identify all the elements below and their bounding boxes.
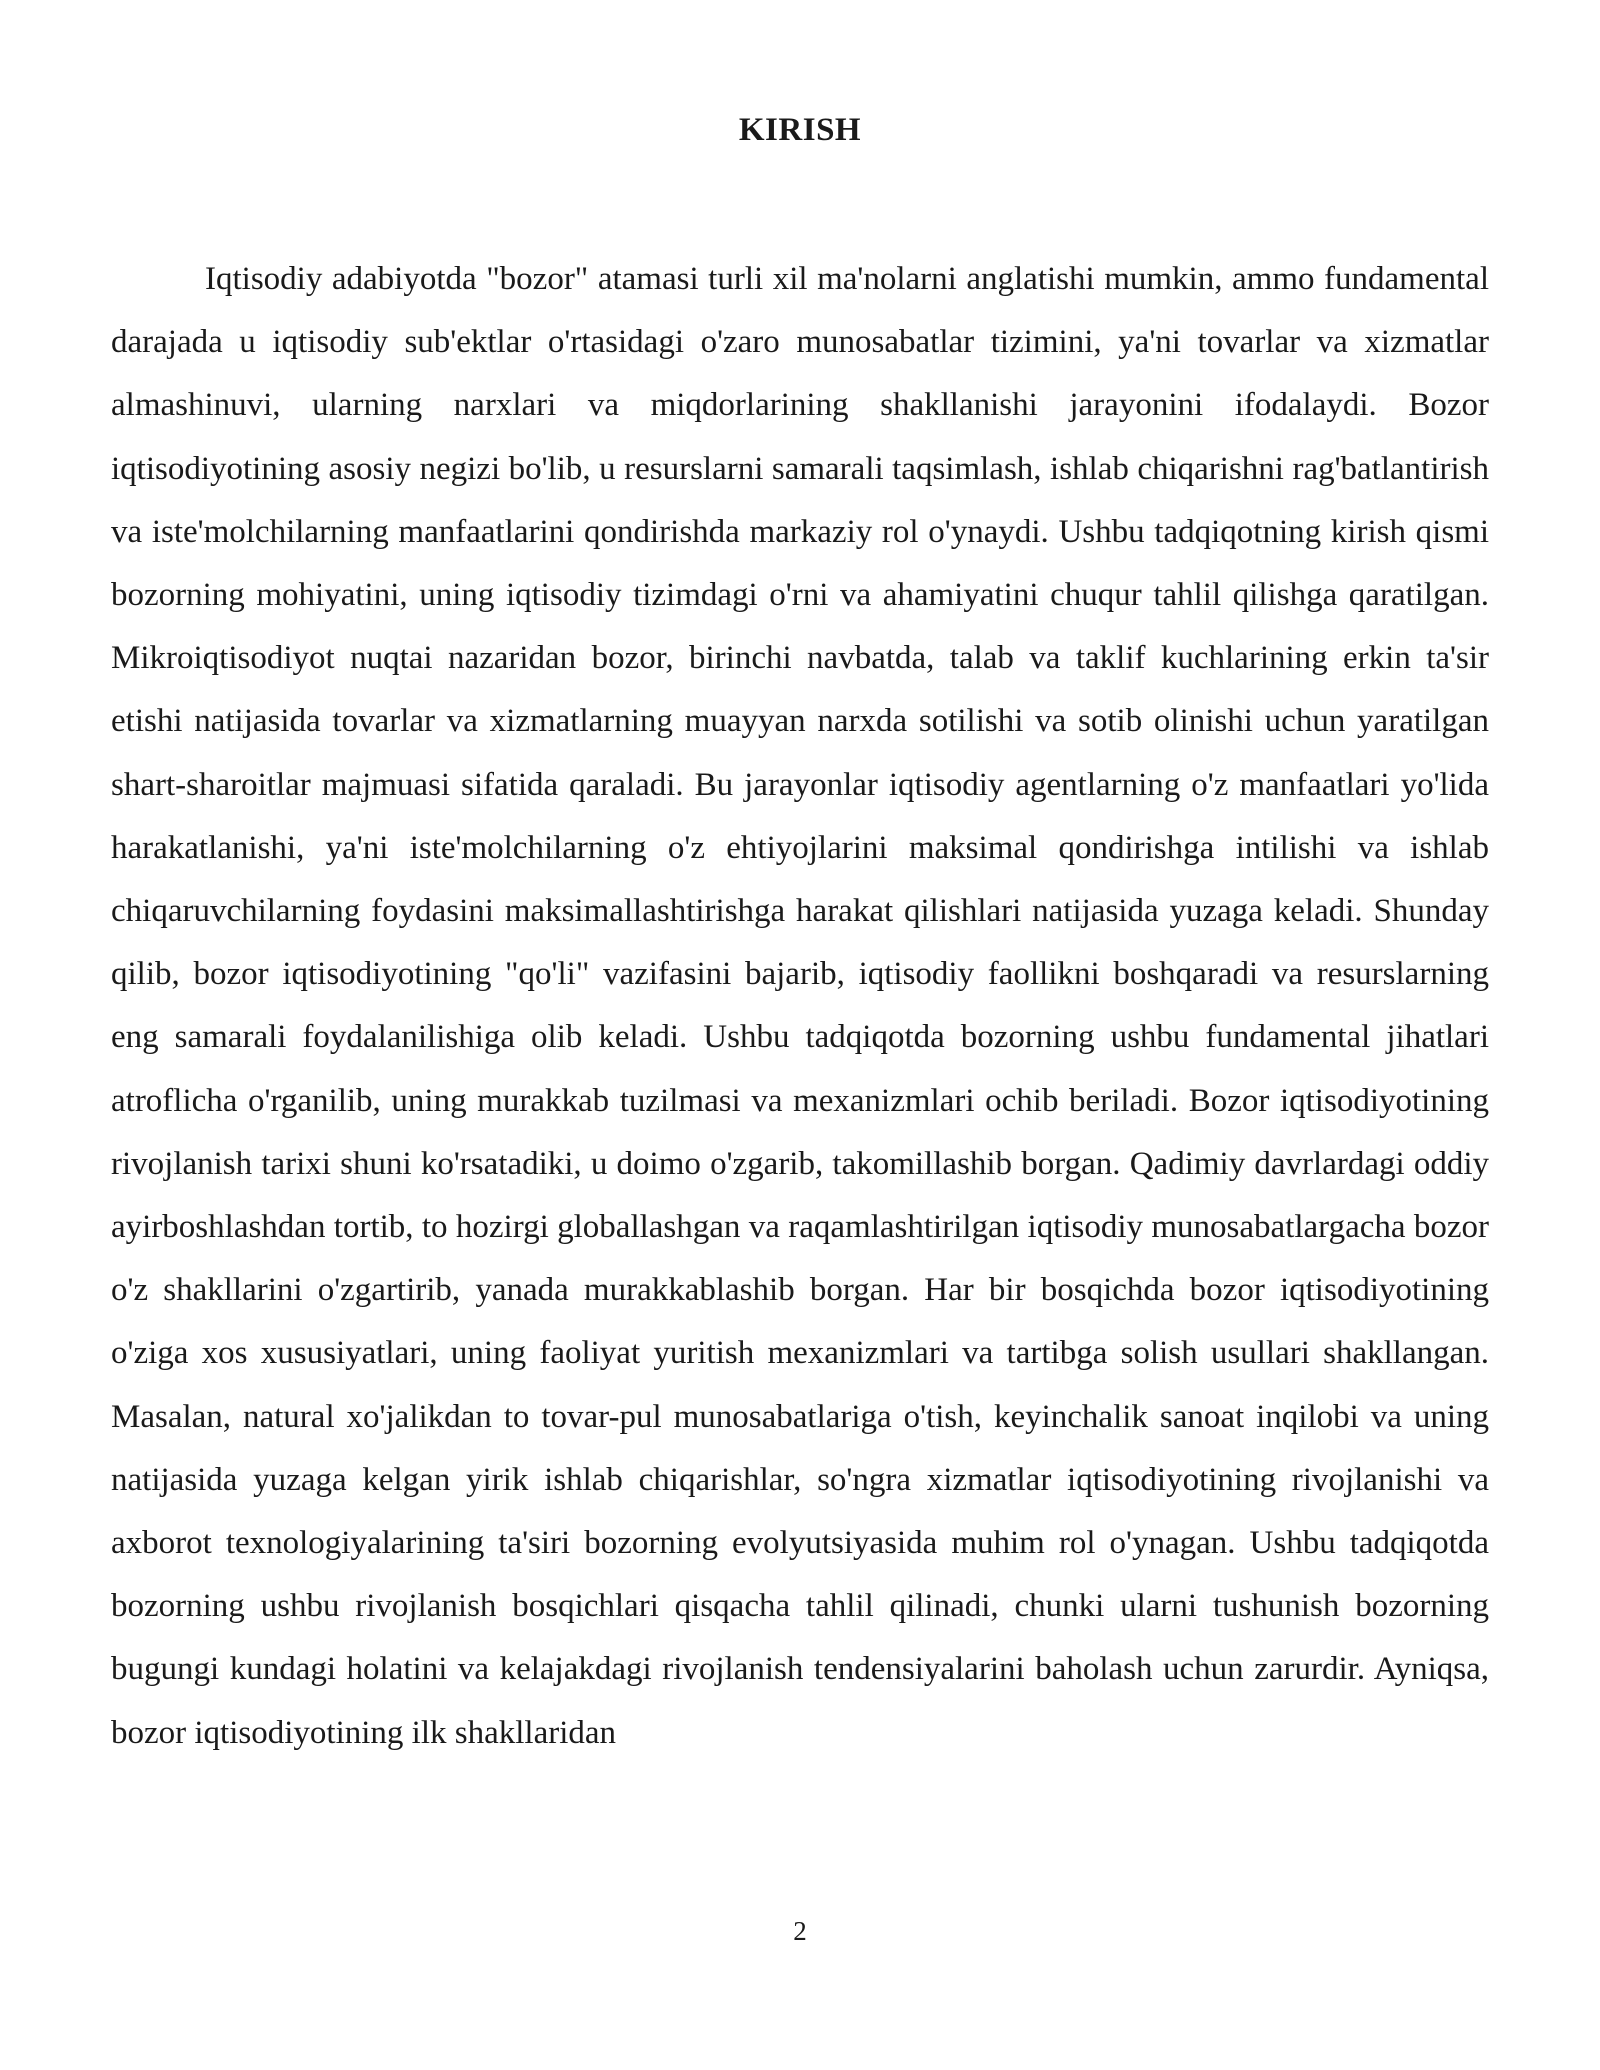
page-title: KIRISH	[738, 112, 862, 148]
body-paragraph: Iqtisodiy adabiyotda "bozor" atamasi turli xil ma'nolarni anglatishi mumkin, ammo fundamental darajada u iqtisodiy sub'ektlar o'rtasidagi o'zaro munosabatlar tizimini, ya'ni tovarlar va xizmatlar almashinuvi, ularning narxlari va miqdorlarining shakllanishi jarayonini ifodalaydi. Bozor iqtisodiyotining asosiy negizi bo'lib, u resurslarni samarali taqsimlash, ishlab chiqarishni rag'batlantirish va iste'molchilarning manfaatlarini qondirishda markaziy rol o'ynaydi. Ushbu tadqiqotning kirish qismi bozorning mohiyatini, uning iqtisodiy tizimdagi o'rni va ahamiyatini chuqur tahlil qilishga qaratilgan. Mikroiqtisodiyot nuqtai nazaridan bozor, birinchi navbatda, talab va taklif kuchlarining erkin ta'sir etishi natijasida tovarlar va xizmatlarning muayyan narxda sotilishi va sotib olinishi uchun yaratilgan shart-sharoitlar majmuasi sifatida qaraladi. Bu jarayonlar iqtisodiy agentlarning o'z manfaatlari yo'lida harakatlanishi, ya'ni iste'molchilarning o'z ehtiyojlarini maksimal qondirishga intilishi va ishlab chiqaruvchilarning foydasini maksimallashtirishga harakat qilishlari natijasida yuzaga keladi. Shunday qilib, bozor iqtisodiyotining "qo'li" vazifasini bajarib, iqtisodiy faollikni boshqaradi va resurslarning eng samarali foydalanilishiga olib keladi. Ushbu tadqiqotda bozorning ushbu fundamental jihatlari atroflicha o'rganilib, uning murakkab tuzilmasi va mexanizmlari ochib beriladi. Bozor iqtisodiyotining rivojlanish tarixi shuni ko'rsatadiki, u doimo o'zgarib, takomillashib borgan. Qadimiy davrlardagi oddiy ayirboshlashdan tortib, to hozirgi globallashgan va raqamlashtirilgan iqtisodiy munosabatlargacha bozor o'z shakllarini o'zgartirib, yanada murakkablashib borgan. Har bir bosqichda bozor iqtisodiyotining o'ziga xos xususiyatlari, uning faoliyat yuritish mexanizmlari va tartibga solish usullari shakllangan. Masalan, natural xo'jalikdan to tovar-pul munosabatlariga o'tish, keyinchalik sanoat inqilobi va uning natijasida yuzaga kelgan yirik ishlab chiqarishlar, so'ngra xizmatlar iqtisodiyotining rivojlanishi va axborot texnologiyalarining ta'siri bozorning evolyutsiyasida muhim rol o'ynagan. Ushbu tadqiqotda bozorning ushbu rivojlanish bosqichlari qisqacha tahlil qilinadi, chunki ularni tushunish bozorning bugungi kundagi holatini va kelajakdagi rivojlanish tendensiyalarini baholash uchun zarurdir. Ayniqsa, bozor iqtisodiyotining ilk shakllaridan	[111, 261, 1489, 1751]
page-number: 2	[793, 1916, 807, 1946]
